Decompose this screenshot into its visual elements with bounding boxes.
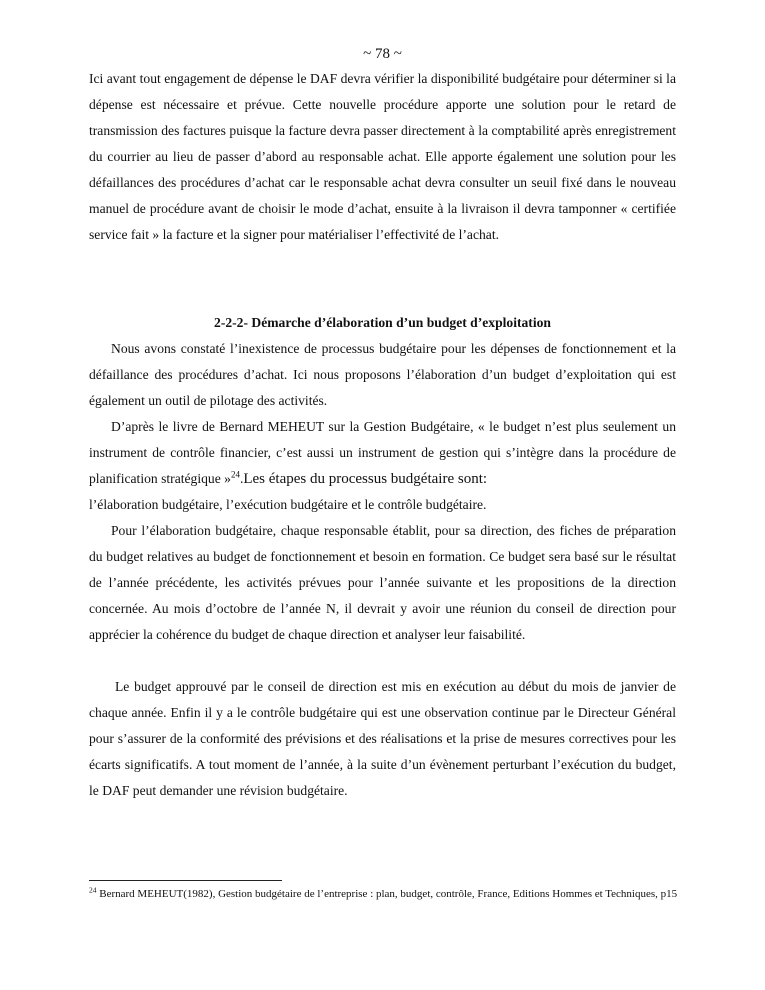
footnote-reference: 24 (230, 469, 240, 480)
footnote-text: Bernard MEHEUT(1982), Gestion budgétaire de l’entreprise : plan, budget, contrôle, France, Editions Hommes et Techniques, p15 (96, 888, 678, 900)
paragraph-3 (89, 414, 676, 518)
paragraph-1: Ici avant tout engagement de dépense le DAF devra vérifier la disponibilité budgétaire pour déterminer si la dépense est nécessaire et prévue. Cette nouvelle procédure apporte une solution pour le retard de transmission des factures puisque la facture devra passer directement à la comptabilité après enregistrement du courrier au lieu de passer d’abord au responsable achat. Elle apporte également une solution pour les défaillances des procédures d’achat car le responsable achat devra consulter un seuil fixé dans le nouveau manuel de procédure avant de choisir le mode d’achat, ensuite à la livraison il devra tamponner « certifiée service fait » la facture et la signer pour matérialiser l’effectivité de l’achat. (89, 71, 676, 242)
footnote (89, 886, 679, 903)
paragraph-3-end: l’élaboration budgétaire, l’exécution budgétaire et le contrôle budgétaire. (89, 497, 487, 512)
footnote-separator (89, 880, 282, 881)
paragraph-3-larger-text: Les étapes du processus budgétaire sont: (243, 471, 488, 487)
paragraph-4: Pour l’élaboration budgétaire, chaque responsable établit, pour sa direction, des fiches de préparation du budget relatives au budget de fonctionnement et besoin en formation. Ce budget sera basé sur le résultat de l’année précédente, les activités prévues pour l’année suivante et les propositions de la direction concernée. Au mois d’octobre de l’année N, il devrait y avoir une réunion du conseil de direction pour apprécier la cohérence du budget de chaque direction et analyser leur faisabilité. (89, 523, 676, 642)
paragraph-3-text: D’après le livre de Bernard MEHEUT sur la Gestion Budgétaire, « le budget n’est plus seulement un instrument de contrôle financier, c’est aussi un instrument de gestion qui s’intègre dans la procédure de planification stratégique » (89, 419, 676, 486)
section-heading: 2-2-2- Démarche d’élaboration d’un budget d’exploitation (214, 315, 551, 330)
footnote-number: 24 (89, 885, 97, 895)
paragraph-2: Nous avons constaté l’inexistence de processus budgétaire pour les dépenses de fonctionnement et la défaillance des procédures d’achat. Ici nous proposons l’élaboration d’un budget d’exploitation qui est également un outil de pilotage des activités. (89, 341, 676, 408)
paragraph-3-period: . (239, 471, 244, 486)
page-number: ~ 78 ~ (363, 46, 402, 62)
paragraph-5: Le budget approuvé par le conseil de direction est mis en exécution au début du mois de janvier de chaque année. Enfin il y a le contrôle budgétaire qui est une observation continue par le Directeur Général pour s’assurer de la conformité des prévisions et des réalisations et la prise de mesures correctives pour les écarts significatifs. A tout moment de l’année, à la suite d’un évènement perturbant l’exécution du budget, le DAF peut demander une révision budgétaire. (89, 679, 676, 798)
